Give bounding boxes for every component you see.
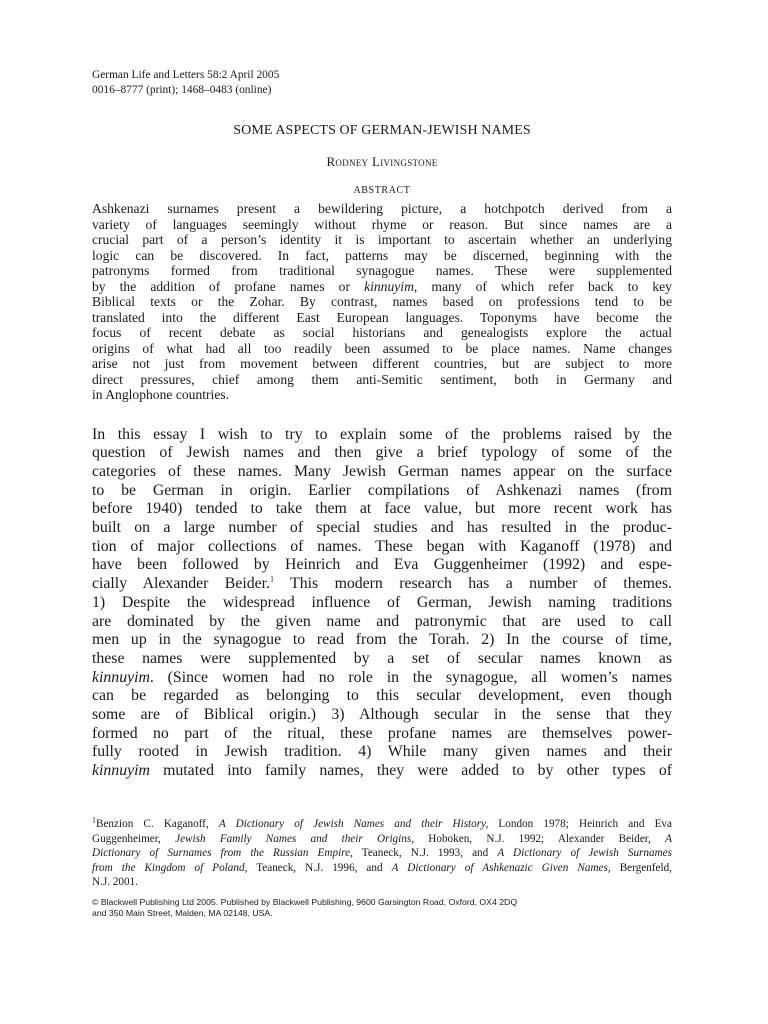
article-title: SOME ASPECTS OF GERMAN-JEWISH NAMES [233, 123, 531, 138]
page [92, 68, 672, 781]
footnote-text: Benzion C. Kaganoff, [96, 818, 219, 830]
body-line: are dominated by the given name and patronymic that are used to call [92, 612, 672, 630]
abstract-line-start: by the addition of profane names or [92, 278, 365, 294]
journal-header [92, 68, 672, 97]
body-line: to be German in origin. Earlier compilations of Ashkenazi names (from [92, 481, 672, 499]
body-line [92, 762, 672, 781]
body-line: fully rooted in Jewish tradition. 4) While many given names and their [92, 743, 672, 761]
body-line: tion of major collections of names. These began with Kaganoff (1978) and [92, 537, 672, 555]
footnote-line [92, 817, 672, 832]
body-line-end: . (Since women had no role in the synagogue, all women’s names [149, 668, 672, 686]
body-line [92, 669, 672, 688]
body-line: question of Jewish names and then give a brief typology of some of the [92, 444, 672, 462]
abstract-line: Biblical texts or the Zohar. By contrast, names based on professions tend to be [92, 294, 672, 309]
footnote-book-title: Dictionary of Surnames from the Russian Empire, [92, 847, 353, 860]
abstract-line: in Anglophone countries. [92, 387, 230, 402]
footnote-text: London 1978; Heinrich and Eva [488, 818, 672, 830]
footnote-text: Guggenheimer, [92, 832, 176, 845]
abstract-heading: ABSTRACT [353, 185, 411, 196]
body-line-start: cially Alexander Beider. [92, 575, 270, 593]
abstract-line-end: , many of which refer back to key [413, 278, 672, 294]
body-line: can be regarded as belonging to this secular development, even though [92, 687, 672, 705]
body-text [92, 426, 672, 781]
footnote-text: Hoboken, N.J. 1992; Alexander Beider, [414, 832, 666, 845]
body-line: men up in the synagogue to read from the Torah. 2) In the course of time, [92, 631, 672, 649]
copyright-line: and 350 Main Street, Malden, MA 02148, USA. [92, 908, 273, 918]
abstract-line: Ashkenazi surnames present a bewildering picture, a hotchpotch derived from a [92, 201, 672, 216]
body-line [92, 575, 672, 594]
body-line-end: mutated into family names, they were added to by other types of [149, 762, 672, 780]
abstract-line: origins of what had all too readily been assumed to be place names. Name changes [92, 340, 672, 356]
footnote-reference[interactable]: 1 [269, 574, 274, 584]
abstract-line: translated into the different East European languages. Toponyms have become the [92, 309, 672, 325]
footnote-text: Bergenfeld, [610, 861, 672, 874]
footnote-book-title: A [665, 832, 672, 845]
body-line: formed no part of the ritual, these profane names are themselves power- [92, 724, 672, 742]
abstract-line: logic can be discovered. In fact, patterns may be discerned, beginning with the [92, 247, 672, 263]
footnote-line: N.J. 2001. [92, 876, 138, 889]
footnote-book-title: A Dictionary of Ashkenazic Given Names, [391, 861, 611, 874]
abstract-line: arise not just from movement between different countries, but are subject to more [92, 356, 672, 371]
body-line-end: This modern research has a number of themes. [273, 575, 672, 593]
footnote-book-title: from the Kingdom of Poland, [92, 861, 248, 874]
footnote [92, 817, 672, 890]
copyright-notice [92, 897, 672, 919]
footnote-book-title: A Dictionary of Jewish Surnames [497, 847, 672, 860]
abstract-line: focus of recent debate as social historians and genealogists explore the actual [92, 325, 672, 340]
footnote-text: Teaneck, N.J. 1996, and [247, 861, 392, 874]
journal-citation: German Life and Letters 58:2 April 2005 [92, 69, 280, 81]
abstract-line: variety of languages seemingly without rhyme or reason. But since names are a [92, 216, 672, 232]
body-line: In this essay I wish to try to explain some of the problems raised by the [92, 425, 672, 443]
body-line: built on a large number of special studies and has resulted in the produc- [92, 519, 672, 537]
footnote-marker: 1 [92, 815, 96, 825]
abstract-italic-term: kinnuyim [364, 278, 414, 294]
footnote-line [92, 846, 672, 861]
abstract-line [92, 279, 672, 295]
abstract-line: crucial part of a person’s identity it is important to ascertain whether an underlying [92, 232, 672, 247]
body-italic-term: kinnuyim [92, 762, 150, 780]
abstract-line: direct pressures, chief among them anti-Semitic sentiment, both in Germany and [92, 371, 672, 387]
footnote-book-title: Jewish Family Names and their Origins, [175, 832, 414, 845]
footnote-line [92, 832, 672, 847]
body-line: have been followed by Heinrich and Eva Guggenheimer (1992) and espe- [92, 556, 672, 574]
body-italic-term: kinnuyim [92, 668, 150, 686]
abstract-line: patronyms formed from traditional synagogue names. These were supplemented [92, 263, 672, 278]
body-line: 1) Despite the widespread influence of German, Jewish naming traditions [92, 593, 672, 611]
body-line: some are of Biblical origin.) 3) Although secular in the sense that they [92, 706, 672, 724]
abstract-text [92, 201, 672, 403]
body-line: before 1940) tended to take them at face value, but more recent work has [92, 500, 672, 518]
footnote-book-title: A Dictionary of Jewish Names and their History, [218, 818, 489, 830]
footnote-text: Teaneck, N.J. 1993, and [352, 847, 498, 860]
footnote-line [92, 861, 672, 876]
body-line: categories of these names. Many Jewish German names appear on the surface [92, 462, 672, 480]
issn-line: 0016–8777 (print); 1468–0483 (online) [92, 83, 272, 96]
copyright-line: © Blackwell Publishing Ltd 2005. Published by Blackwell Publishing, 9600 Garsington Road, Oxford, OX4 2DQ [92, 897, 518, 907]
article-author: Rodney Livingstone [326, 154, 438, 169]
body-line: these names were supplemented by a set of secular names known as [92, 649, 672, 667]
